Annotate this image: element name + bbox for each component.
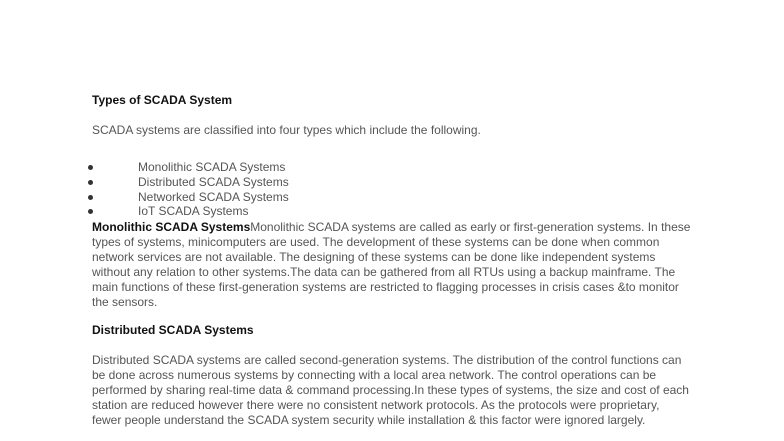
list-item-label: Distributed SCADA Systems: [138, 174, 289, 189]
monolithic-heading: Monolithic SCADA Systems: [92, 220, 251, 234]
section-heading-distributed: Distributed SCADA Systems: [92, 323, 254, 337]
section-heading-types: Types of SCADA System: [92, 93, 233, 107]
types-intro: SCADA systems are classified into four types which include the following.: [92, 123, 481, 137]
monolithic-paragraph: [92, 220, 692, 309]
list-item-label: IoT SCADA Systems: [138, 204, 249, 219]
bullet-icon: [88, 165, 93, 170]
list-item-label: Monolithic SCADA Systems: [138, 160, 286, 174]
distributed-paragraph: Distributed SCADA systems are called second-generation systems. The distribution of the control functions can be done across numerous systems by connecting with a local area network. The control operations can be performed by sharing real-time data & command processing.In these types of systems, the size and cost of each station are reduced however there were no consistent network protocols. As the protocols were proprietary, fewer people understand the SCADA system security while installation & this factor were ignored largely.: [92, 353, 689, 427]
bullet-icon: [88, 180, 93, 185]
list-item-label: Networked SCADA Systems: [138, 189, 289, 204]
bullet-icon: [88, 209, 93, 214]
monolithic-body: Monolithic SCADA systems are called as early or first-generation systems. In these types of systems, minicomputers are used. The development of these systems can be done when common network services are not available. The designing of these systems can be done like independent systems without any relation to other systems.The data can be gathered from all RTUs using a backup mainframe. The main functions of these first-generation systems are restricted to flagging processes in crisis cases &to monitor the sensors.: [92, 220, 691, 309]
bullet-icon: [88, 195, 93, 200]
